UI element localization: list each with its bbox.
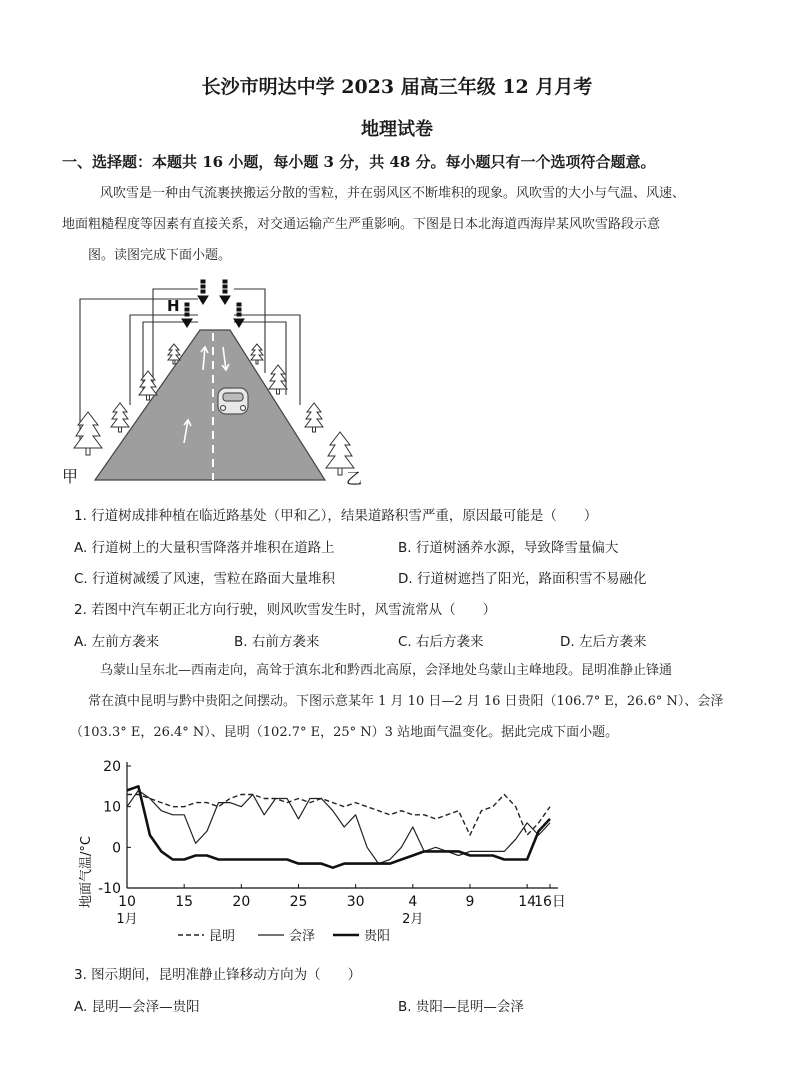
temperature-chart: [70, 752, 600, 952]
x-tick-label: 10: [118, 894, 136, 910]
month-label-feb: 2月: [402, 912, 424, 927]
legend-label-1: 会泽: [289, 929, 316, 944]
passage-1: [62, 178, 734, 271]
car-icon: [218, 388, 248, 414]
passage-2: [70, 655, 734, 748]
x-tick-label: 25: [289, 894, 308, 910]
question-1-stem: 1. 行道树成排种植在临近路基处（甲和乙），结果道路积雪严重，原因最可能是（ ）: [74, 508, 598, 524]
q1-option-d[interactable]: D. 行道树遮挡了阳光，路面积雪不易融化: [398, 571, 647, 587]
x-tick-label: 30: [346, 894, 365, 910]
y-axis-label: 地面气温/°C: [79, 836, 94, 908]
y-tick-label: 10: [103, 799, 121, 816]
x-tick-label: 14: [518, 894, 537, 910]
q2-option-b[interactable]: B. 右前方袭来: [234, 634, 320, 650]
chart-legend: [178, 928, 390, 944]
passage-1-line: 图。读图完成下面小题。: [88, 248, 232, 263]
series-line-2: [127, 786, 550, 867]
question-3-stem: 3. 图示期间，昆明准静止锋移动方向为（ ）: [74, 967, 362, 983]
question-2-stem: 2. 若图中汽车朝正北方向行驶，则风吹雪发生时，风雪流常从（ ）: [74, 602, 497, 618]
q2-option-a[interactable]: A. 左前方袭来: [74, 634, 160, 650]
section-heading: 一、选择题：本题共 16 小题，每小题 3 分，共 48 分。每小题只有一个选项符合题意。: [62, 153, 656, 171]
q3-option-b[interactable]: B. 贵阳—昆明—会泽: [398, 999, 524, 1015]
series-line-1: [127, 790, 550, 863]
month-label-jan: 1月: [116, 912, 138, 927]
downward-arrow-icon: [182, 280, 244, 327]
q3-option-a[interactable]: A. 昆明—会泽—贵阳: [74, 999, 200, 1015]
label-h: H: [167, 297, 180, 315]
x-tick-label: 4: [408, 894, 418, 910]
x-tick-label: 9: [465, 894, 475, 910]
label-jia: 甲: [62, 467, 79, 486]
y-tick-label: 0: [112, 840, 121, 857]
x-tick-label: 15: [175, 894, 194, 910]
q1-option-c[interactable]: C. 行道树减缓了风速，雪粒在路面大量堆积: [74, 571, 336, 587]
legend-label-0: 昆明: [209, 929, 236, 944]
label-yi: 乙: [346, 469, 363, 488]
x-tick-label: 20: [232, 894, 251, 910]
q1-option-a[interactable]: A. 行道树上的大量积雪降落并堆积在道路上: [74, 540, 335, 556]
page-subtitle: 地理试卷: [361, 119, 433, 140]
x-tick-label: 16日: [534, 894, 566, 910]
legend-label-2: 贵阳: [364, 929, 391, 944]
passage-2-line: 常在滇中昆明与黔中贵阳之间摆动。下图示意某年 1 月 10 日—2 月 16 日贵阳（106.7° E，26.6° N）、会泽: [88, 694, 724, 709]
y-tick-label: 20: [103, 759, 121, 775]
passage-2-line: 乌蒙山呈东北—西南走向，高耸于滇东北和黔西北高原，会泽地处乌蒙山主峰地段。昆明准静止锋通: [100, 663, 673, 678]
passage-1-line: 地面粗糙程度等因素有直接关系，对交通运输产生严重影响。下图是日本北海道西海岸某风吹雪路段示意: [62, 217, 661, 232]
page-title: 长沙市明达中学 2023 届高三年级 12 月月考: [201, 76, 593, 98]
road-diagram: [60, 275, 380, 490]
passage-1-line: 风吹雪是一种由气流裹挟搬运分散的雪粒，并在弱风区不断堆积的现象。风吹雪的大小与气温、风速、: [100, 186, 686, 201]
q1-option-b[interactable]: B. 行道树涵养水源，导致降雪量偏大: [398, 540, 619, 556]
passage-2-line: （103.3° E，26.4° N）、昆明（102.7° E，25° N）3 站地面气温变化。据此完成下面小题。: [70, 725, 619, 740]
q2-option-d[interactable]: D. 左后方袭来: [560, 634, 647, 650]
y-tick-label: -10: [98, 881, 121, 897]
q2-option-c[interactable]: C. 右后方袭来: [398, 634, 484, 650]
